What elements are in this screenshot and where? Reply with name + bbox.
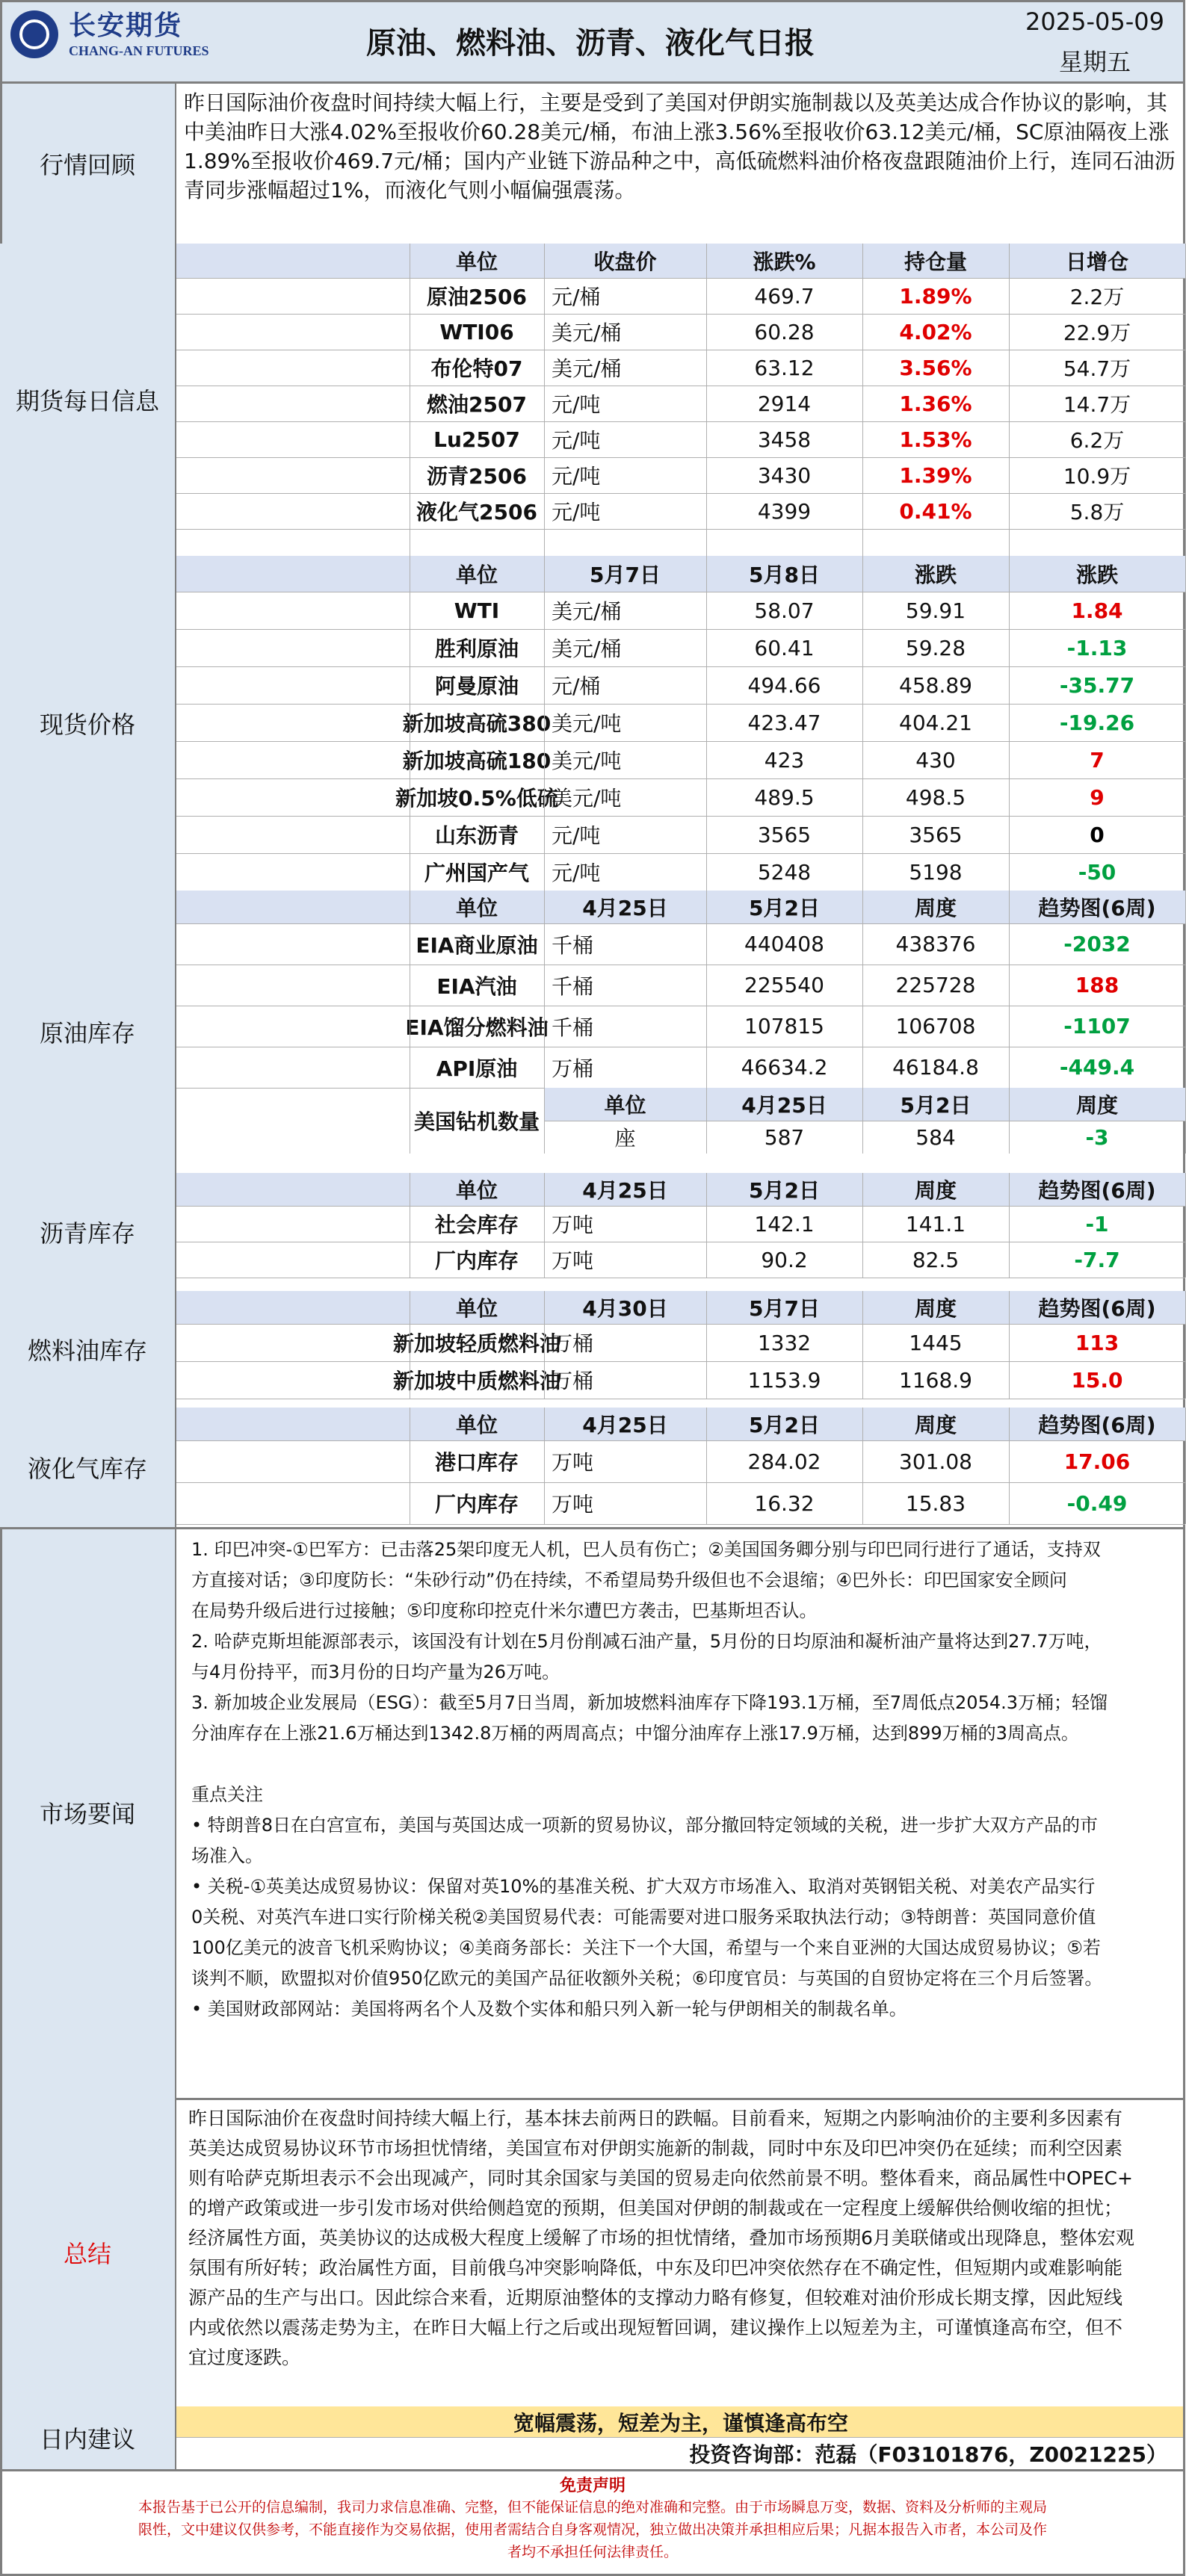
price-day1: 60.41 (754, 635, 815, 660)
rig-column-header: 5月2日 (862, 1088, 1009, 1121)
unit-cell: 万桶 (552, 1056, 594, 1081)
price-change: -19.26 (1059, 710, 1135, 735)
price-change: 9 (1090, 784, 1105, 810)
contract-name: 液化气2506 (416, 500, 537, 524)
header-corner (176, 556, 410, 592)
close-price: 3458 (757, 427, 812, 452)
change-percent: 1.39% (899, 462, 972, 488)
price-day2: 430 (915, 747, 956, 773)
summary-line: 则有哈萨克斯坦表示不会出现减产，同时其余国家与美国的贸易走向依然前景不明。整体看来，商品属性中OPEC+ (188, 2167, 1133, 2189)
inventory-latest: 1168.9 (899, 1367, 972, 1393)
price-change: 0 (1090, 822, 1105, 847)
spot-name: 阿曼原油 (434, 674, 519, 699)
spot-name: WTI (454, 598, 500, 623)
section-label-spot: 现货价格 (0, 556, 176, 891)
header-corner (176, 891, 410, 923)
news-line: 分油库存在上涨21.6万桶达到1342.8万桶的两周高点；中馏分油库存上涨17.9万桶，达到899万桶的3周高点。 (191, 1723, 1079, 1744)
summary-block (176, 2098, 1185, 2406)
news-line (191, 1749, 1170, 1780)
section-label-summary: 总结 (0, 2098, 176, 2406)
inventory-name: 新加坡中质燃料油 (393, 1369, 561, 1393)
news-line: 2. 哈萨克斯坦能源部表示，该国没有计划在5月份削减石油产量，5月份的日均原油和凝析油产量将达到27.7万吨， (191, 1631, 1102, 1652)
column-header: 趋势图(6周) (1009, 1408, 1185, 1440)
report-weekday: 星期五 (1058, 48, 1131, 76)
news-line: • 关税-①英美达成贸易协议：保留对英10%的基准关税、扩大双方市场准入、取消对英钢铝关税、对美农产品实行 (191, 1876, 1096, 1897)
column-header: 4月25日 (544, 891, 706, 923)
column-header: 周度 (862, 1173, 1009, 1206)
rig-weekly-change: -3 (1085, 1124, 1109, 1150)
unit-cell: 元/吨 (552, 823, 601, 848)
open-interest: 6.2万 (1069, 428, 1125, 453)
report-date: 2025-05-09 (1025, 7, 1164, 36)
column-header: 单位 (410, 1291, 544, 1324)
report-title: 原油、燃料油、沥青、液化气日报 (366, 26, 815, 61)
unit-cell: 元/吨 (552, 500, 601, 524)
spot-name: 新加坡0.5%低硫 (395, 786, 558, 811)
spot-name: 胜利原油 (434, 637, 519, 661)
inventory-name: 厂内库存 (434, 1492, 519, 1517)
inventory-weekly-change: -449.4 (1059, 1055, 1135, 1080)
contract-name: 燃油2507 (427, 392, 527, 417)
unit-cell: 元/吨 (552, 428, 601, 453)
column-header: 持仓量 (862, 244, 1009, 278)
column-header: 周度 (862, 1408, 1009, 1440)
close-price: 469.7 (754, 283, 815, 309)
column-header: 涨跌 (1009, 556, 1185, 592)
header-corner (176, 1291, 410, 1324)
disclaimer-title: 免责声明 (559, 2476, 626, 2495)
header-corner (176, 1408, 410, 1440)
change-percent: 3.56% (899, 355, 972, 380)
logo-name-cn: 长安期货 (69, 10, 183, 41)
unit-cell: 万桶 (552, 1331, 594, 1356)
spot-name: 山东沥青 (434, 823, 519, 848)
price-day2: 498.5 (905, 784, 966, 810)
unit-cell: 元/吨 (552, 392, 601, 417)
inventory-prev: 107815 (744, 1014, 824, 1038)
column-header: 单位 (410, 891, 544, 923)
column-header: 5月2日 (706, 1408, 862, 1440)
inventory-prev: 1153.9 (747, 1367, 821, 1393)
news-line: 场准入。 (191, 1845, 263, 1866)
column-header: 单位 (410, 244, 544, 278)
close-price: 3430 (757, 462, 812, 488)
price-change: -1.13 (1066, 635, 1128, 660)
inventory-weekly-change: -1107 (1063, 1014, 1131, 1038)
price-day2: 59.28 (905, 635, 966, 660)
inventory-weekly-change: 188 (1075, 973, 1119, 997)
price-day2: 59.91 (905, 598, 966, 623)
inventory-name: EIA汽油 (436, 973, 517, 999)
section-label-lpg-inv: 液化气库存 (0, 1408, 176, 1527)
column-header: 单位 (410, 556, 544, 592)
unit-cell: 元/吨 (552, 861, 601, 885)
unit-cell: 美元/桶 (552, 321, 622, 345)
open-interest: 54.7万 (1063, 356, 1131, 381)
rig-column-header: 单位 (544, 1088, 706, 1121)
inventory-latest: 1445 (909, 1330, 963, 1355)
summary-line: 宜过度逐跌。 (188, 2347, 301, 2368)
news-line: 0关税、对英汽车进口实行阶梯关税②美国贸易代表：可能需要对进口服务采取执法行动；③特朗普：英国同意价值 (191, 1907, 1096, 1928)
header-corner (176, 244, 410, 278)
price-day2: 5198 (909, 859, 963, 885)
column-header: 单位 (410, 1408, 544, 1440)
column-header: 5月8日 (706, 556, 862, 592)
summary-line: 经济属性方面，英美协议的达成极大程度上缓解了市场的担忧情绪，叠加市场预期6月美联储或出现降息，整体宏观 (188, 2227, 1134, 2249)
price-day2: 458.89 (899, 672, 972, 698)
summary-line: 昨日国际油价在夜盘时间持续大幅上行，基本抹去前两日的跌幅。目前看来，短期之内影响油价的主要利多因素有 (188, 2108, 1123, 2129)
inventory-latest: 15.83 (905, 1490, 966, 1516)
price-change: -35.77 (1059, 672, 1135, 698)
open-interest: 5.8万 (1069, 500, 1125, 524)
consultant-info: 投资咨询部：范磊（F03101876，Z0021225） (689, 2442, 1167, 2467)
inventory-latest: 82.5 (912, 1247, 960, 1272)
news-line: • 特朗普8日在白宫宣布，美国与英国达成一项新的贸易协议，部分撤回特定领域的关税，进一步扩大双方产品的市 (191, 1815, 1099, 1836)
logo-emblem-icon (19, 19, 49, 49)
header-corner (176, 1173, 410, 1206)
unit-cell: 万吨 (552, 1450, 594, 1475)
close-price: 4399 (757, 498, 812, 524)
inventory-latest: 46184.8 (892, 1055, 979, 1080)
inventory-prev: 16.32 (754, 1490, 815, 1516)
rig-latest: 584 (915, 1124, 956, 1150)
column-header: 日增仓 (1009, 244, 1185, 278)
spot-name: 新加坡高硫180 (402, 749, 552, 773)
disclaimer-line: 者均不承担任何法律责任。 (507, 2544, 678, 2560)
section-label-futures: 期货每日信息 (0, 244, 176, 556)
inventory-prev: 1332 (757, 1330, 812, 1355)
unit-cell: 美元/桶 (552, 599, 622, 624)
column-header: 涨跌 (862, 556, 1009, 592)
news-line: 100亿美元的波音飞机采购协议；④美商务部长：关注下一个大国，希望与一个来自亚洲的大国达成贸易协议；⑤若 (191, 1937, 1101, 1958)
price-day1: 5248 (757, 859, 812, 885)
price-day1: 489.5 (754, 784, 815, 810)
contract-name: 布伦特07 (430, 356, 523, 381)
change-percent: 0.41% (899, 498, 972, 524)
section-label-fuel-inv: 燃料油库存 (0, 1291, 176, 1408)
price-day1: 423 (764, 747, 805, 773)
market-review-text: 昨日国际油价夜盘时间持续大幅上行，主要是受到了美国对伊朗实施制裁以及英美达成合作协议的影响，其中美油昨日大涨4.02%至报收价60.28美元/桶，布油上涨3.56%至报收价63.12美元/桶，SC原油隔夜上涨1.89%至报收价469.7元/桶；国内产业链下游品种之中，高低硫燃料油价格夜盘跟随油价上行，连同石油沥青同步涨幅超过1%，而液化气则小幅偏强震荡。 (184, 90, 1176, 202)
news-line: 方直接对话；③印度防长：“朱砂行动”仍在持续，不希望局势升级但也不会退缩；④巴外长：印巴国家安全顾问 (191, 1570, 1067, 1591)
logo-name-en: CHANG-AN FUTURES (69, 43, 209, 58)
inventory-weekly-change: -0.49 (1066, 1490, 1128, 1516)
report-header (0, 0, 1185, 84)
summary-line: 氛围有所好转；政治属性方面，目前俄乌冲突影响降低，中东及印巴冲突依然存在不确定性，但短期内或难影响能 (188, 2257, 1123, 2279)
inventory-weekly-change: 15.0 (1071, 1367, 1123, 1393)
summary-line: 内或依然以震荡走势为主，在昨日大幅上行之后或出现短暂回调，建议操作上以短差为主，可谨慎逢高布空，但不 (188, 2317, 1123, 2338)
contract-name: WTI06 (439, 319, 514, 344)
unit-cell: 美元/吨 (552, 711, 622, 736)
inventory-name: 社会库存 (434, 1213, 519, 1237)
inventory-weekly-change: 113 (1075, 1330, 1119, 1355)
news-line: 重点关注 (191, 1784, 263, 1805)
inventory-prev: 142.1 (754, 1211, 815, 1236)
close-price: 63.12 (754, 355, 815, 380)
column-header: 周度 (862, 891, 1009, 923)
advice-text: 宽幅震荡，短差为主，谨慎逢高布空 (176, 2406, 1185, 2438)
disclaimer-block (0, 2470, 1185, 2576)
news-line: • 美国财政部网站：美国将两名个人及数个实体和船只列入新一轮与伊朗相关的制裁名单。 (191, 1998, 907, 2019)
price-change: 1.84 (1071, 598, 1123, 623)
price-day1: 494.66 (747, 672, 821, 698)
inventory-weekly-change: -1 (1085, 1211, 1109, 1236)
unit-cell: 元/桶 (552, 674, 601, 699)
column-header: 收盘价 (544, 244, 706, 278)
news-line: 在局势升级后进行过接触；⑤印度称印控克什米尔遭巴方袭击，巴基斯坦否认。 (191, 1600, 818, 1621)
column-header: 5月2日 (706, 1173, 862, 1206)
section-label-asphalt-inv: 沥青库存 (0, 1173, 176, 1291)
inventory-weekly-change: -7.7 (1074, 1247, 1120, 1272)
unit-cell: 美元/桶 (552, 637, 622, 661)
spot-name: 新加坡高硫380 (402, 711, 552, 736)
open-interest: 14.7万 (1063, 392, 1131, 417)
spot-name: 广州国产气 (424, 861, 529, 885)
open-interest: 22.9万 (1063, 321, 1131, 345)
inventory-name: 港口库存 (434, 1450, 519, 1475)
inventory-name: EIA商业原油 (416, 932, 538, 958)
change-percent: 1.36% (899, 391, 972, 416)
rig-count-name: 美国钻机数量 (413, 1109, 540, 1134)
open-interest: 10.9万 (1063, 464, 1131, 489)
inventory-weekly-change: -2032 (1063, 932, 1131, 956)
price-day1: 3565 (757, 822, 812, 847)
news-line: 1. 印巴冲突-①巴军方：已击落25架印度无人机，巴人员有伤亡；②美国国务卿分别与印巴同行进行了通话，支持双 (191, 1539, 1101, 1560)
unit-cell: 美元/吨 (552, 786, 622, 811)
change-percent: 1.53% (899, 427, 972, 452)
inventory-prev: 284.02 (747, 1449, 821, 1474)
inventory-weekly-change: 17.06 (1063, 1449, 1131, 1474)
inventory-latest: 225728 (895, 973, 976, 997)
inventory-prev: 90.2 (761, 1247, 808, 1272)
unit-cell: 万吨 (552, 1248, 594, 1273)
contract-name: 原油2506 (427, 285, 527, 309)
contract-name: Lu2507 (433, 427, 520, 452)
column-header: 趋势图(6周) (1009, 891, 1185, 923)
column-header: 趋势图(6周) (1009, 1173, 1185, 1206)
unit-cell: 千桶 (552, 1015, 594, 1040)
inventory-name: 厂内库存 (434, 1248, 519, 1273)
column-header: 4月25日 (544, 1173, 706, 1206)
open-interest: 2.2万 (1069, 285, 1125, 309)
column-header: 5月2日 (706, 891, 862, 923)
unit-cell: 万吨 (552, 1213, 594, 1237)
inventory-name: API原油 (436, 1056, 518, 1081)
unit-cell: 座 (614, 1126, 636, 1151)
price-change: -50 (1078, 859, 1116, 885)
price-day2: 3565 (909, 822, 963, 847)
section-label-advice: 日内建议 (0, 2406, 176, 2469)
summary-line: 源产品的生产与出口。因此综合来看，近期原油整体的支撑动力略有修复，但较难对油价形成长期支撑，因此短线 (188, 2287, 1123, 2309)
rig-column-header: 4月25日 (706, 1088, 862, 1121)
section-label-market-review: 行情回顾 (0, 84, 176, 244)
price-day2: 404.21 (899, 710, 972, 735)
unit-cell: 千桶 (552, 932, 594, 958)
inventory-latest: 301.08 (899, 1449, 972, 1474)
inventory-latest: 141.1 (905, 1211, 966, 1236)
close-price: 60.28 (754, 319, 815, 344)
news-line: 3. 新加坡企业发展局（ESG）：截至5月7日当周，新加坡燃料油库存下降193.1万桶，至7周低点2054.3万桶；轻馏 (191, 1692, 1108, 1713)
news-line: 谈判不顺，欧盟拟对价值950亿欧元的美国产品征收额外关税；⑥印度官员：与英国的自贸协定将在三个月后签署。 (191, 1968, 1103, 1989)
inventory-prev: 225540 (744, 973, 824, 997)
column-header: 周度 (862, 1291, 1009, 1324)
price-change: 7 (1090, 747, 1105, 773)
inventory-prev: 46634.2 (741, 1055, 828, 1080)
change-percent: 4.02% (899, 319, 972, 344)
disclaimer-line: 本报告基于已公开的信息编制，我司力求信息准确、完整，但不能保证信息的绝对准确和完整。由于市场瞬息万变，数据、资料及分析师的主观局 (138, 2499, 1047, 2515)
price-day1: 58.07 (754, 598, 815, 623)
disclaimer-line: 限性，文中建议仅供参考，不能直接作为交易依据，使用者需结合自身客观情况，独立做出决策并承担相应后果；凡据本报告入市者，本公司及作 (138, 2521, 1047, 2538)
column-header: 趋势图(6周) (1009, 1291, 1185, 1324)
summary-line: 英美达成贸易协议环节市场担忧情绪，美国宣布对伊朗实施新的制裁，同时中东及印巴冲突仍在延续；而利空因素 (188, 2137, 1123, 2159)
contract-name: 沥青2506 (427, 464, 527, 489)
inventory-prev: 440408 (744, 932, 824, 956)
unit-cell: 千桶 (552, 973, 594, 999)
unit-cell: 美元/桶 (552, 356, 622, 381)
inventory-name: EIA馏分燃料油 (405, 1015, 549, 1040)
column-header: 涨跌% (706, 244, 862, 278)
column-header: 5月7日 (544, 556, 706, 592)
price-day1: 423.47 (747, 710, 821, 735)
unit-cell: 万吨 (552, 1492, 594, 1517)
column-header: 4月30日 (544, 1291, 706, 1324)
unit-cell: 元/吨 (552, 464, 601, 489)
unit-cell: 美元/吨 (552, 749, 622, 773)
inventory-latest: 106708 (895, 1014, 976, 1038)
unit-cell: 万桶 (552, 1369, 594, 1393)
close-price: 2914 (757, 391, 812, 416)
change-percent: 1.89% (899, 283, 972, 309)
company-logo (10, 10, 58, 58)
column-header: 4月25日 (544, 1408, 706, 1440)
inventory-name: 新加坡轻质燃料油 (393, 1331, 561, 1356)
unit-cell: 元/桶 (552, 285, 601, 309)
section-label-crude-inv: 原油库存 (0, 891, 176, 1173)
column-header: 5月7日 (706, 1291, 862, 1324)
market-news-block (176, 1527, 1185, 2098)
summary-line: 的增产政策或进一步引发市场对供给侧趋宽的预期，但美国对伊朗的制裁或在一定程度上缓解供给侧收缩的担忧； (188, 2197, 1123, 2219)
inventory-latest: 438376 (895, 932, 976, 956)
column-header: 单位 (410, 1173, 544, 1206)
news-line: 与4月份持平，而3月份的日均产量为26万吨。 (191, 1662, 560, 1682)
rig-prev: 587 (764, 1124, 805, 1150)
section-label-market-news: 市场要闻 (0, 1527, 176, 2098)
rig-column-header: 周度 (1009, 1088, 1185, 1121)
